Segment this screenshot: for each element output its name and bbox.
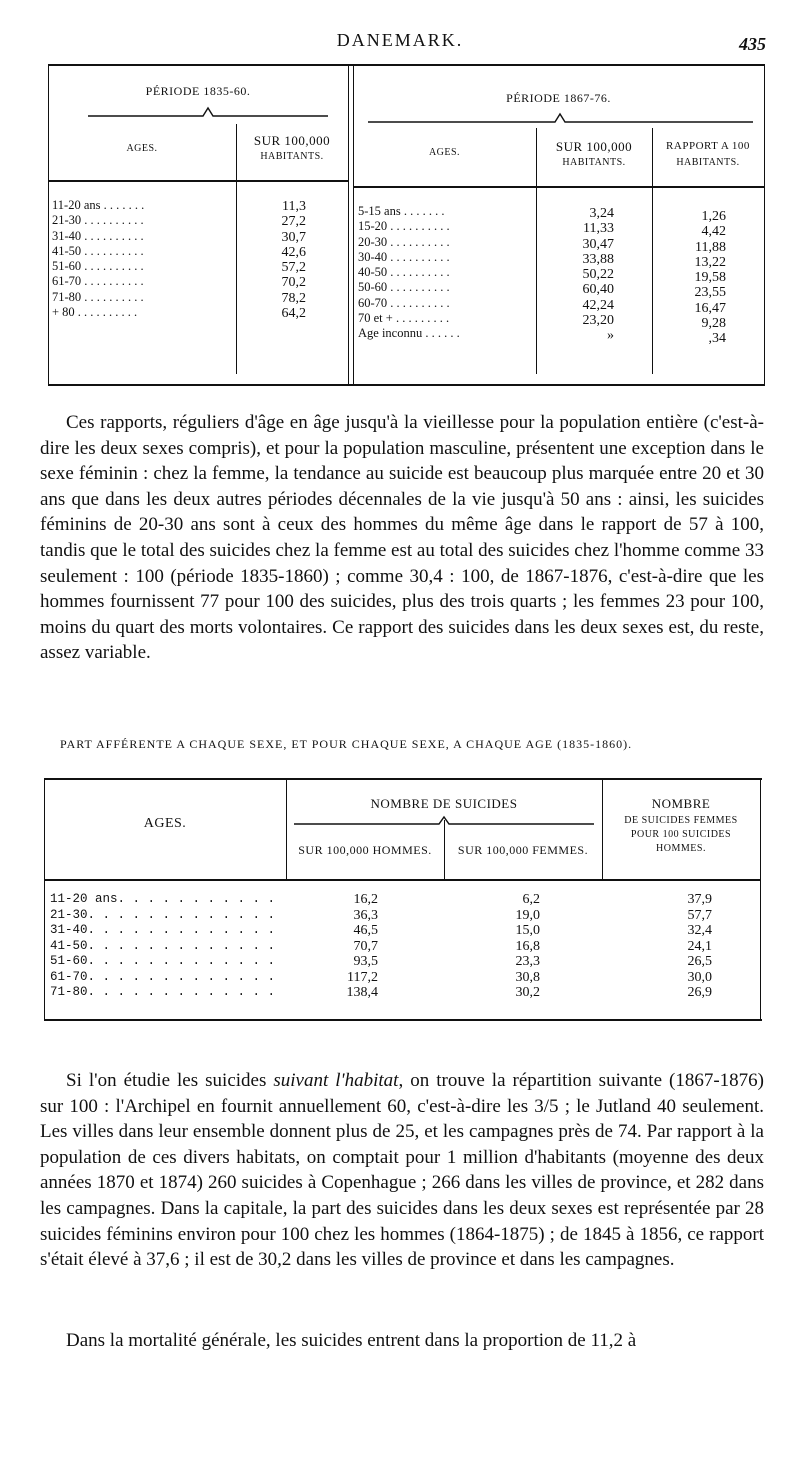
suicides-group-brace (294, 814, 594, 826)
paragraph-2-start: Si l'on étudie les suicides (66, 1070, 274, 1091)
ratio2-header-4: HOMMES. (656, 843, 706, 854)
right-rate-header-1: SUR 100,000 (555, 139, 633, 154)
right-ages-column: 5-15 ans . . . . . . . 15-20 . . . . . . . . . . 20-30 . . . . . . . . . . 30-40 . . . . . . . . . . 40-50 . . . . . . . . . . 50-60 . . . . . . . . . . 60-70 . . . . . . . . . . 70 et + . . . . . . . . . Age inconnu . . . . . . (358, 204, 460, 341)
right-ages-header: AGES. (428, 147, 461, 158)
ratio2-header-1: NOMBRE (651, 796, 711, 811)
women-column: 6,2 19,0 15,0 16,8 23,3 30,8 30,2 (515, 892, 540, 1000)
paragraph-1-text: Ces rapports, réguliers d'âge en âge jusqu'à la vieillesse pour la population entière (c'est-à-dire les deux sexes compris), et pour la population masculine, présentent une exception dans le sexe féminin : chez la femme, la tendance au suicide est beaucoup plus marquée entre 20 et 30 ans que dans les deux autres périodes décennales de la vie jusqu'à 50 ans : ainsi, les suicides féminins de 20-30 ans sont à ceux des hommes du même âge dans le rapport de 57 à 100, tandis que le total des suicides chez la femme est au total des suicides chez l'homme comme 33 seulement : 100 (période 1835-1860) ; comme 30,4 : 100, de 1867-1876, c'est-à-dire que les hommes fournissent 77 pour 100 des suicides, plus des trois quarts ; les femmes 23 pour 100, moins du quart des morts volontaires. Ce rapport des suicides dans les deux sexes est, du reste, assez variable. (40, 412, 764, 664)
left-period-header: PÉRIODE 1835-60. (145, 84, 251, 98)
table2-caption: PART AFFÉRENTE A CHAQUE SEXE, ET POUR CHAQUE SEXE, A CHAQUE AGE (1835-1860). (60, 737, 633, 751)
paragraph-3 (40, 1328, 764, 1354)
left-period-brace (88, 106, 328, 118)
left-rate-column: 11,3 27,2 30,7 42,6 57,2 70,2 78,2 64,2 (281, 199, 306, 322)
paragraph-1 (40, 410, 764, 666)
paragraph-2 (40, 1068, 764, 1273)
left-rate-header-1: SUR 100,000 (253, 133, 331, 148)
right-period-header: PÉRIODE 1867-76. (506, 91, 611, 105)
ratio2-header-3: POUR 100 SUICIDES (630, 829, 732, 840)
page-number: 435 (739, 34, 766, 54)
women-header: SUR 100,000 FEMMES. (457, 843, 589, 857)
ratio2-column: 37,9 57,7 32,4 24,1 26,5 30,0 26,9 (687, 892, 712, 1000)
paragraph-2-rest: , on trouve la répartition suivante (1867-1876) sur 100 : l'Archipel en fournit annuellement 60, c'est-à-dire les 3/5 ; le Jutland 40 seulement. Les villes dans leur ensemble donnent plus de 25, et les campagnes près de 74. Par rapport à la population de ces divers habitats, on comptait pour 1 million d'habitants (moyenne des deux années 1870 et 1874) 260 suicides à Copenhague ; 266 dans les villes de province, et 282 dans les campagnes. Dans la capitale, la part des suicides dans les deux sexes est représentée par 28 suicides féminins environ pour 100 chez les hommes (1864-1875) ; de 1845 à 1856, ce rapport s'était élevé à 37,6 ; il est de 30,2 dans les villes de province et dans les campagnes. (40, 1070, 764, 1271)
right-rate-column: 3,24 11,33 30,47 33,88 50,22 60,40 42,24 23,20 » (582, 206, 614, 344)
ratio-column: 1,26 4,42 11,88 13,22 19,58 23,55 16,47 9,28 ,34 (694, 209, 726, 347)
left-ages-column: 11-20 ans . . . . . . . 21-30 . . . . . . . . . . 31-40 . . . . . . . . . . 41-50 . . . . . . . . . . 51-60 . . . . . . . . . . 61-70 . . . . . . . . . . 71-80 . . . . . . . . . . + 80 . . . . . . . . . . (52, 198, 145, 320)
ratio-header-2: HABITANTS. (676, 157, 740, 168)
left-ages-header: AGES. (126, 143, 158, 154)
right-rate-header-2: HABITANTS. (562, 157, 626, 168)
sex-age-table (44, 778, 762, 1021)
left-rate-header-2: HABITANTS. (260, 151, 324, 162)
paragraph-2-text (40, 1068, 764, 1273)
men-column: 16,2 36,3 46,5 70,7 93,5 117,2 138,4 (346, 892, 378, 1000)
right-period-brace (368, 112, 753, 124)
table2-ages-column: 11-20 ans. . . . . . . . . . . 21-30. . . . . . . . . . . . . 31-40. . . . . . . . . . . . . 41-50. . . . . . . . . . . . . 51-60. . . . . . . . . . . . . 61-70. . . . . . . . . . . . . 71-80. . . . . . . . . . . . . (50, 892, 276, 999)
age-rate-table (48, 64, 765, 386)
ratio2-header-2: DE SUICIDES FEMMES (624, 815, 738, 826)
ratio-header-1: RAPPORT A 100 (666, 140, 750, 152)
paragraph-2-emphasis: suivant l'habitat (273, 1070, 399, 1091)
paragraph-3-text: Dans la mortalité générale, les suicides entrent dans la proportion de 11,2 à (66, 1330, 637, 1351)
suicides-group-header: NOMBRE DE SUICIDES (370, 796, 518, 811)
running-head (0, 30, 800, 54)
running-head-title: DANEMARK. (336, 30, 464, 50)
men-header: SUR 100,000 HOMMES. (298, 843, 432, 857)
ages-header: AGES. (143, 816, 187, 831)
